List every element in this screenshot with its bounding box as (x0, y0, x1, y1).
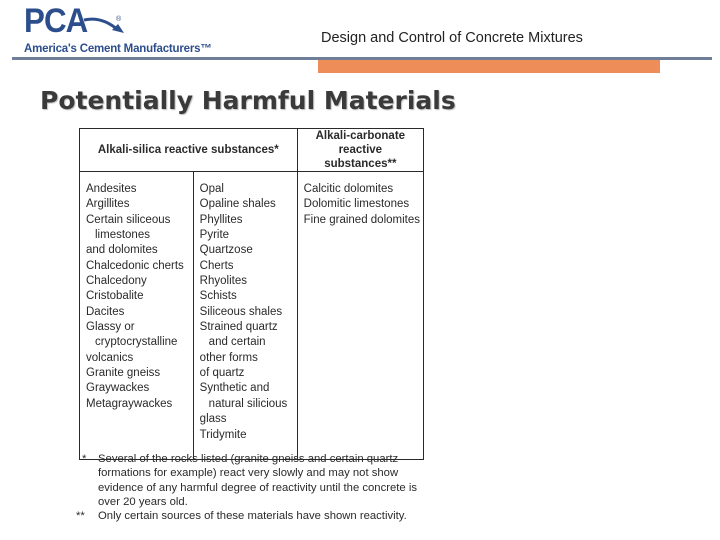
material-item (86, 351, 190, 366)
footnote-line: over 20 years old. (98, 495, 188, 508)
slide-title: Potentially Harmful Materials (40, 86, 456, 115)
material-name: Phyllites (199, 213, 243, 226)
material-name: Granite gneiss (86, 367, 161, 380)
material-item (200, 320, 294, 351)
material-name: Strained quartz (199, 321, 278, 334)
material-name: Metagraywackes (86, 397, 173, 410)
footnote-line: evidence of any harmful degree of reactivity until the concrete is (98, 481, 417, 494)
material-name: Glassy or (86, 321, 135, 334)
material-item (200, 274, 294, 289)
footnotes (76, 452, 417, 523)
alkali-silica-column-1 (80, 172, 194, 460)
footnote-marker: * (82, 453, 87, 465)
material-item (86, 320, 190, 351)
material-item (86, 197, 190, 212)
material-name: Chalcedonic cherts (86, 259, 184, 272)
material-name: Rhyolites (199, 275, 247, 288)
material-name: Cherts (199, 259, 234, 272)
material-item (86, 243, 190, 258)
material-item (200, 289, 294, 304)
material-name: of quartz (199, 367, 245, 380)
material-name: Dolomitic limestones (303, 198, 410, 211)
header-title: Design and Control of Concrete Mixtures (321, 30, 583, 46)
header-accent-bar (318, 60, 660, 73)
material-item (86, 366, 190, 381)
material-name: Calcitic dolomites (303, 183, 394, 195)
material-item (304, 213, 420, 228)
material-name: Chalcedony (86, 275, 147, 288)
material-name-continued: cryptocrystalline (95, 336, 178, 349)
logo-registered-mark: ® (116, 16, 122, 23)
materials-table (79, 128, 424, 460)
material-item (200, 259, 294, 274)
material-name: glass (199, 413, 227, 426)
logo-wordmark: PCA (24, 2, 88, 40)
material-item (86, 182, 190, 197)
material-name-continued: natural silicious (208, 397, 288, 410)
material-name: Siliceous shales (199, 305, 283, 318)
material-item (200, 366, 294, 381)
material-item (304, 197, 420, 212)
material-item (200, 351, 294, 366)
material-item (304, 182, 420, 197)
material-item (86, 213, 190, 244)
footnote-1 (82, 452, 417, 509)
material-name-continued: limestones (95, 229, 150, 242)
material-name: Cristobalite (86, 290, 144, 303)
material-item (200, 182, 294, 197)
logo-swoosh-icon (82, 14, 130, 36)
material-name: Fine grained dolomites (303, 213, 420, 226)
material-name: Opal (199, 183, 224, 195)
pca-logo (24, 2, 214, 58)
footnote-line: Several of the rocks listed (granite gneiss and certain quartz (98, 453, 399, 465)
material-item (86, 289, 190, 304)
logo-tagline: America's Cement Manufacturers™ (24, 43, 212, 55)
material-item (200, 381, 294, 412)
material-item (200, 412, 294, 427)
material-name: Dacites (86, 305, 125, 318)
material-name: Schists (199, 290, 237, 303)
material-name: volcanics (86, 351, 134, 364)
header-alkali-silica: Alkali-silica reactive substances* (80, 129, 298, 172)
material-name: Synthetic and (199, 382, 270, 395)
material-item (200, 243, 294, 258)
footnote-marker: ** (76, 510, 85, 523)
material-name-continued: and certain (208, 336, 266, 349)
material-item (200, 213, 294, 228)
material-name: Certain siliceous (86, 213, 171, 226)
alkali-silica-column-2 (193, 172, 297, 460)
material-item (200, 228, 294, 243)
material-item (86, 381, 190, 396)
material-name: Opaline shales (199, 198, 276, 211)
footnote-line: Only certain sources of these materials have shown reactivity. (98, 510, 407, 523)
footnote-line: formations for example) react very slowly and may not show (98, 467, 399, 480)
material-name: Andesites (86, 183, 137, 195)
material-item (86, 397, 190, 412)
material-name: Tridymite (199, 428, 247, 441)
material-item (86, 274, 190, 289)
material-item (200, 428, 294, 443)
material-name: Graywackes (86, 382, 150, 395)
header-alkali-carbonate: Alkali-carbonate reactive substances** (297, 129, 423, 172)
alkali-carbonate-column (297, 172, 423, 460)
material-item (86, 259, 190, 274)
material-name: and dolomites (86, 244, 158, 257)
footnote-2 (76, 509, 417, 523)
material-name: Pyrite (199, 229, 230, 242)
material-item (200, 197, 294, 212)
material-item (86, 305, 190, 320)
material-item (200, 305, 294, 320)
material-name: other forms (199, 351, 258, 364)
material-name: Argillites (86, 198, 130, 211)
material-name: Quartzose (199, 244, 253, 257)
